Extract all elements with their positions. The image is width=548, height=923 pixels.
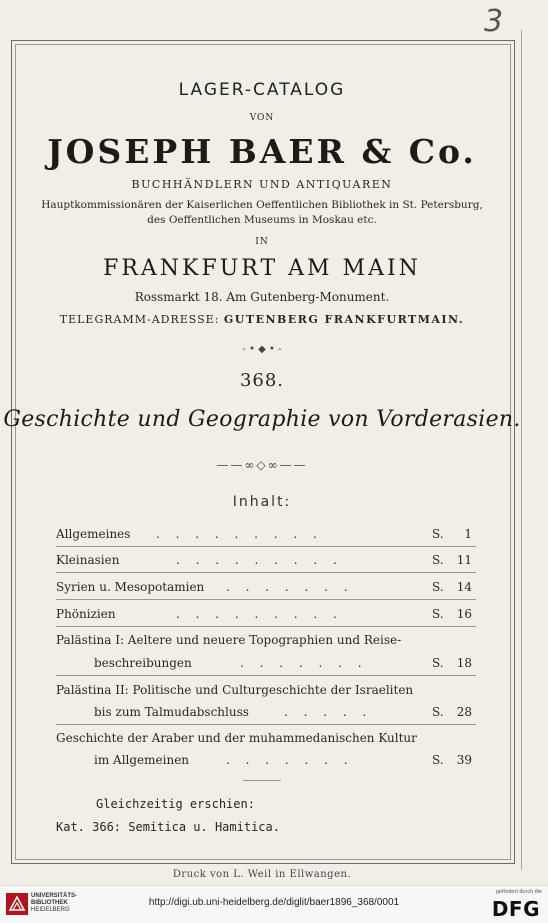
notice-line-2: Kat. 366: Semitica u. Hamitica. xyxy=(56,820,280,834)
telegram-value: GUTENBERG FRANKFURTMAIN. xyxy=(223,313,465,326)
ornament-divider: ——∞◇∞—— xyxy=(216,458,308,472)
toc-title: Kleinasien xyxy=(56,553,120,567)
document-url-link[interactable]: http://digi.ub.uni-heidelberg.de/diglit/baer1896_368/0001 xyxy=(148,897,400,908)
catalog-number: 368. xyxy=(239,370,285,391)
toc-entry: Palästina I: Aeltere und neuere Topographien und Reise- beschreibungen . . . . . . . S. 18 xyxy=(56,633,472,670)
dfg-funding-note: gefördert durch die xyxy=(495,889,542,895)
toc-title-continued: im Allgemeinen xyxy=(94,753,190,767)
telegram-address xyxy=(0,313,524,326)
short-rule xyxy=(243,780,281,781)
handwritten-page-number: 3 xyxy=(484,4,504,39)
commission-line-2: des Oeffentlichen Museums in Moskau etc. xyxy=(147,214,377,226)
toc-title: Allgemeines xyxy=(56,527,131,541)
university-name[interactable]: UNIVERSITÄTS- BIBLIOTHEK HEIDELBERG xyxy=(31,893,78,913)
catalog-subject-title: Geschichte und Geographie von Vorderasien. xyxy=(3,407,521,432)
toc-dots: . . . . . . . . . xyxy=(156,527,323,541)
toc-entry: Geschichte der Araber und der muhammedanischen Kultur im Allgemeinen . . . . . . . S. 39 xyxy=(56,731,472,767)
firm-description: BUCHHÄNDLERN UND ANTIQUAREN xyxy=(131,178,393,191)
contents-heading: Inhalt: xyxy=(232,494,292,510)
toc-divider xyxy=(56,724,476,725)
toc-title: Syrien u. Mesopotamien xyxy=(56,580,205,594)
notice-line-1: Gleichzeitig erschien: xyxy=(96,797,255,811)
toc-title-continued: beschreibungen xyxy=(94,656,192,670)
printer-credit: Druck von L. Weil in Ellwangen. xyxy=(172,869,352,880)
toc-dots: . . . . . . . xyxy=(226,753,354,767)
firm-name: JOSEPH BAER & Co. xyxy=(47,132,477,171)
toc-divider xyxy=(56,599,476,600)
toc-dots: . . . . . . . . . xyxy=(176,553,343,567)
toc-divider xyxy=(56,626,476,627)
ornament-small: - • ◆ • - xyxy=(242,344,282,355)
toc-title: Geschichte der Araber und der muhammedanischen Kultur xyxy=(56,731,417,745)
von-label: VON xyxy=(249,113,275,123)
viewer-footer xyxy=(0,885,548,923)
catalog-type-heading: LAGER-CATALOG xyxy=(178,80,346,100)
toc-dots: . . . . . . . . . xyxy=(176,607,343,621)
catalog-page: 3 LAGER-CATALOG VON JOSEPH BAER & Co. BUCHHÄNDLERN UND ANTIQUAREN Hauptkommissionären der Kaiserlichen Oeffentlichen Bibliothek in St. Petersburg, des Oeffentlichen Museums in Moskau etc. IN FRANKFURT AM MAIN Rossmarkt 18. Am Gutenberg-Monument. TELEGRAMM-ADRESSE: GUTENBERG FRANKFURTMAIN. - • ◆ • - 368. Geschichte und Geographie von Vorderasien. ——∞◇∞—— Inhalt: Allgemeines . . . . . . . . . S. 1 Kleinasien . . . . . . . . . S. 11 Syrien u. Mesopotamien . . . . . . . S. 14 Phönizien . . . . . . . . . S. 16 Palästina I: Aeltere und neuere Topographien und Reise- beschreibungen . . . . . . . S. 18 Palästina II: Politische und Culturgeschichte der Israeliten bis zum Talmudabschluss . . . . . S. 28 Geschichte der Araber und der muhammedanischen Kultur im Allgemeinen . . . . . . . S. 39 Gleichzeitig erschien: Kat. 366: Semitica u. Hamitica. Druck von L. Weil in Ellwangen. xyxy=(0,0,548,885)
toc-divider xyxy=(56,546,476,547)
toc-title-continued: bis zum Talmudabschluss xyxy=(94,705,249,719)
toc-title: Palästina II: Politische und Culturgeschichte der Israeliten xyxy=(56,683,414,697)
dfg-logo[interactable]: DFG xyxy=(491,897,540,921)
in-label: IN xyxy=(255,237,269,247)
toc-divider xyxy=(56,572,476,573)
street-address: Rossmarkt 18. Am Gutenberg-Monument. xyxy=(134,290,390,304)
telegram-label: TELEGRAMM-ADRESSE: xyxy=(59,313,220,326)
toc-title: Palästina I: Aeltere und neuere Topographien und Reise- xyxy=(56,633,402,647)
city-name: FRANKFURT AM MAIN xyxy=(103,256,421,281)
toc-divider xyxy=(56,675,476,676)
toc-title: Phönizien xyxy=(56,607,116,621)
toc-dots: . . . . . . . xyxy=(226,580,354,594)
toc-dots: . . . . . . . xyxy=(240,656,368,670)
toc-entry: Palästina II: Politische und Culturgeschichte der Israeliten bis zum Talmudabschluss . . . . . S. 28 xyxy=(56,683,472,719)
commission-line-1: Hauptkommissionären der Kaiserlichen Oeffentlichen Bibliothek in St. Petersburg, xyxy=(41,199,483,211)
toc-dots: . . . . . xyxy=(284,705,373,719)
